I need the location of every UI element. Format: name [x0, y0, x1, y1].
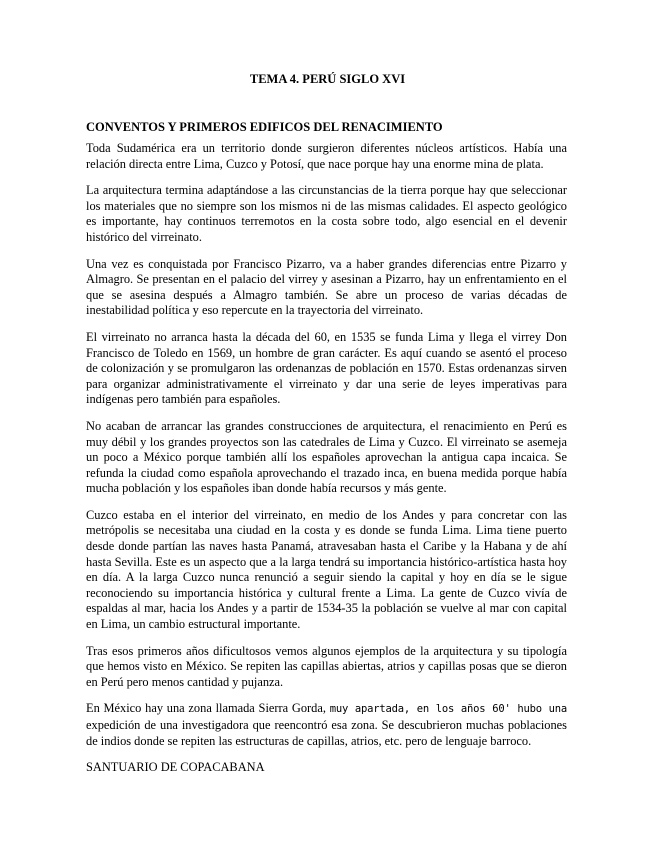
paragraph-text: En México hay una zona llamada Sierra Gorda,	[86, 701, 326, 716]
page-title: TEMA 4. PERÚ SIGLO XVI	[249, 72, 406, 86]
paragraph: Tras esos primeros años dificultosos vemos algunos ejemplos de la arquitectura y su tipología que hemos visto en México. Se repiten las capillas abiertas, atrios y capillas posas que se dieron en Perú pero menos cantidad y pujanza.	[86, 643, 567, 689]
paragraph: El virreinato no arranca hasta la década del 60, en 1535 se funda Lima y llega el virrey Don Francisco de Toledo en 1569, un hombre de gran carácter. Es aquí cuando se asentó el proceso de colonización y se promulgaron las ordenanzas de población en 1570. Estas ordenanzas sirven para organizar administrativamente el virreinato y dar una serie de leyes imperativas para indígenas pero también para españoles.	[86, 329, 567, 407]
paragraph: La arquitectura termina adaptándose a las circunstancias de la tierra porque hay que seleccionar los materiales que no siempre son los mismos ni de las mismas calidades. El aspecto geológico es importante, hay continuos terremotos en la costa sobre todo, algo esencial en el devenir histórico del virreinato.	[86, 183, 567, 244]
document-body	[86, 141, 567, 776]
section-heading: CONVENTOS Y PRIMEROS EDIFICOS DEL RENACIMIENTO	[86, 120, 443, 134]
handwritten-annotation: muy apartada, en los años 60' hubo una	[329, 703, 567, 716]
paragraph: No acaban de arrancar las grandes construcciones de arquitectura, el renacimiento en Perú es muy débil y los grandes proyectos son las catedrales de Lima y Cuzco. El virreinato se asemeja un poco a México porque también allí los españoles aprovechan la antigua capa incaica. Se refunda la ciudad como española aprovechando el trazado inca, en buena medida porque había mucha población y los españoles iban donde había recursos y más gente.	[86, 418, 567, 496]
paragraph: Toda Sudamérica era un territorio donde surgieron diferentes núcleos artísticos. Había una relación directa entre Lima, Cuzco y Potosí, que nace porque hay una enorme mina de plata.	[86, 141, 567, 171]
paragraph: Una vez es conquistada por Francisco Pizarro, va a haber grandes diferencias entre Pizarro y Almagro. Se presentan en el palacio del virrey y asesinan a Pizarro, hay un enfrentamiento en el que se asesina después a Almagro también. Se abre un proceso de varias décadas de inestabilidad política y eso repercute en la trayectoria del virreinato.	[86, 256, 567, 318]
closing-heading: SANTUARIO DE COPACABANA	[86, 760, 265, 775]
paragraph-text: expedición de una investigadora que reencontró esa zona. Se descubrieron muchas poblaciones de indios donde se repiten las estructuras de capillas, atrios, etc. pero de lenguaje barroco.	[86, 718, 567, 748]
paragraph-sierra-gorda	[86, 701, 567, 749]
paragraph: Cuzco estaba en el interior del virreinato, en medio de los Andes y para concretar con las metrópolis se necesitaba una ciudad en la costa y es donde se funda Lima. Lima tiene puerto desde donde partían las naves hasta Panamá, atravesaban hasta el Caribe y la Habana y de ahí hasta Sevilla. Este es un aspecto que a la larga tendrá su importancia histórico-artística hasta hoy en día. A la larga Cuzco nunca renunció a seguir siendo la capital y hoy en día se le sigue reconociendo su importancia histórica y cultural frente a Lima. La gente de Cuzco vivía de espaldas al mar, hacia los Andes y a partir de 1534-35 la población se vuelve al mar con capital en Lima, un cambio estructural importante.	[86, 507, 567, 632]
